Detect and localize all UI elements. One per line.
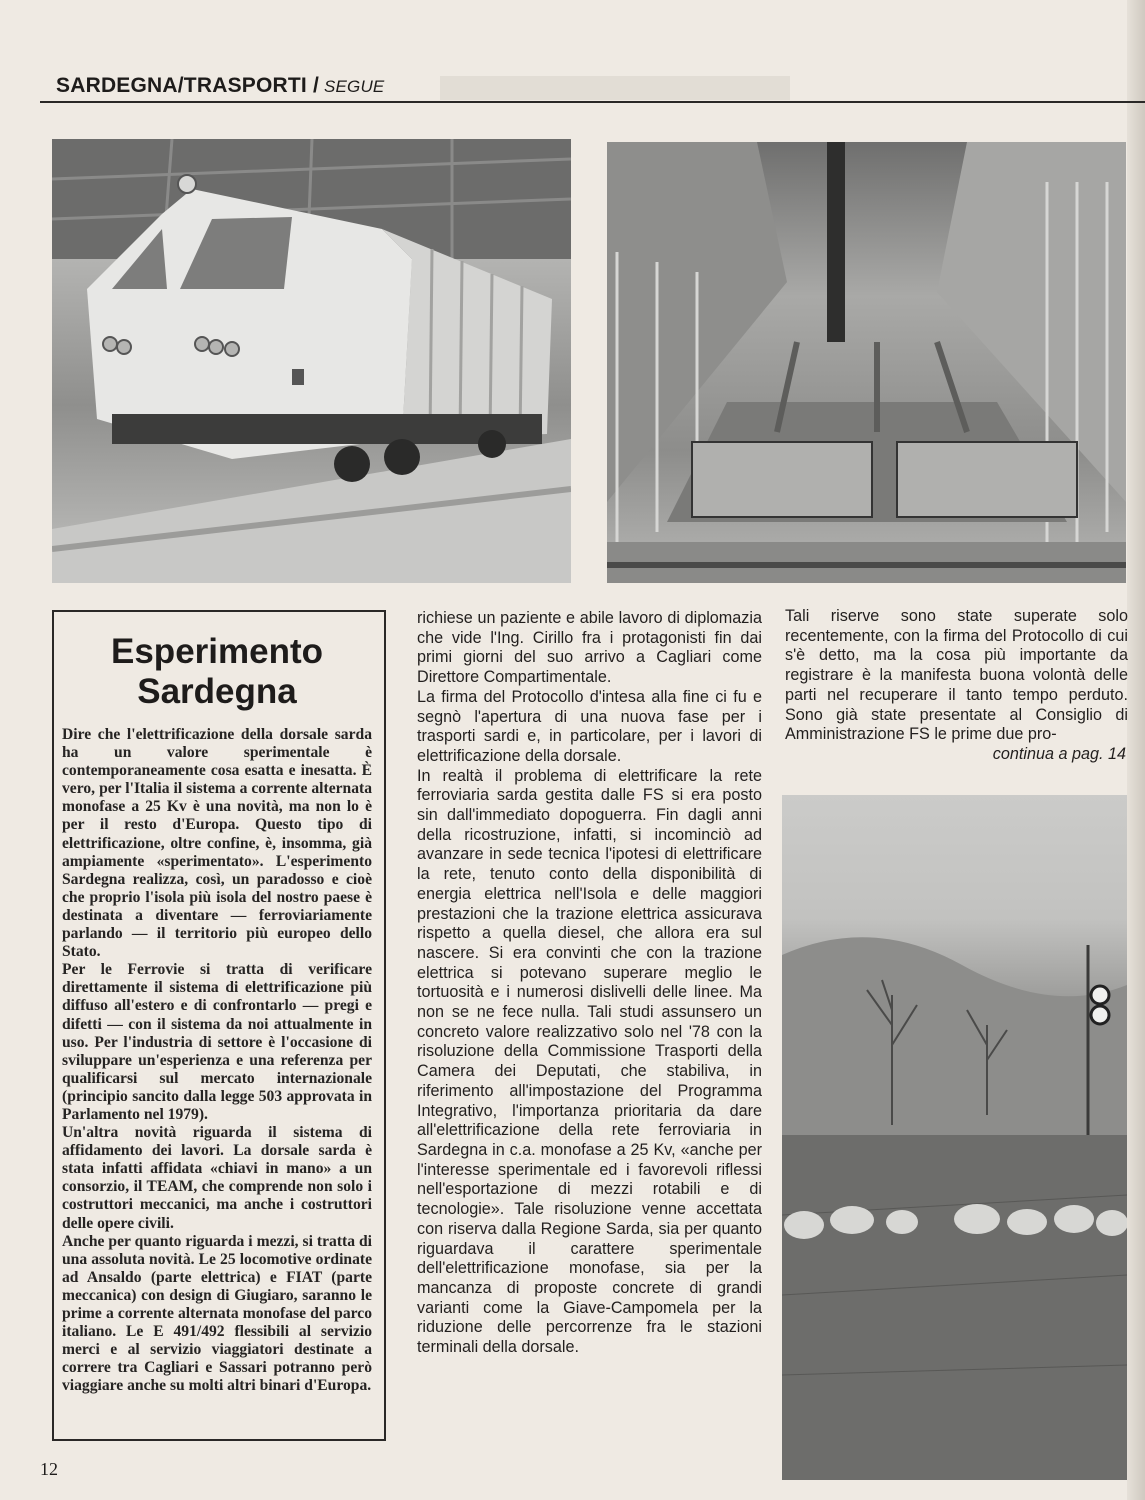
box-title-line-2: Sardegna xyxy=(137,672,297,711)
box-text xyxy=(62,726,372,1395)
page-edge xyxy=(1127,0,1145,1500)
page-number: 12 xyxy=(40,1459,58,1479)
locomotive-body-photo xyxy=(52,139,571,583)
article-paragraph: La firma del Protocollo d'intesa alla fine ci fu e segnò l'apertura di una nuova fase per i trasporti sardi e, in particolare, per i lavori di elettrificazione della dorsale. xyxy=(417,687,762,765)
section-header xyxy=(56,74,384,98)
box-paragraph: Dire che l'elettrificazione della dorsale sarda ha un valore sperimentale è contemporaneamente cosa esatta e inesatta. È vero, per l'Italia il sistema a corrente alternata monofase a 25 Kv è una novità, ma non lo è per il resto d'Europa. Questo tipo di elettrificazione, oltre confine, è, insomma, già ampiamente «sperimentato». L'esperimento Sardegna realizza, così, un paradosso e cioè che proprio l'isola più isola del nostro paese è destinata a diventare — ferroviariamente parlando — il territorio più europeo dello Stato. xyxy=(62,726,372,961)
box-paragraph: Un'altra novità riguarda il sistema di affidamento dei lavori. La dorsale sarda è stata infatti affidata «chiavi in mano» a un consorzio, il TEAM, che comprende non solo i costruttori meccanici, ma anche i costruttori delle opere civili. xyxy=(62,1124,372,1232)
continua-link[interactable]: continua a pag. 14 xyxy=(992,744,1126,763)
box-paragraph: Anche per quanto riguarda i mezzi, si tratta di una assoluta novità. Le 25 locomotive ordinate ad Ansaldo (parte elettrica) e FIAT (parte meccanica) con design di Giugiaro, saranno le prime a corrente alternata monofase del parco italiano. Le E 491/492 flessibili al servizio merci e al servizio viaggiatori destinate a correre tra Cagliari e Sassari potranno però viaggiare anche su molti altri binari d'Europa. xyxy=(62,1232,372,1395)
header-rule xyxy=(40,101,1145,103)
box-paragraph: Per le Ferrovie si tratta di verificare direttamente il sistema di elettrificazione più diffuso all'estero e di confrontarlo — pregi e difetti — con il sistema da noi attualmente in uso. Per l'industria di settore è l'occasione di sviluppare un'esperienza e una referenza per qualificarsi sul mercato internazionale (principio sancito dalla legge 503 approvata in Parlamento nel 1979). xyxy=(62,961,372,1123)
article-column-right xyxy=(785,607,1128,765)
box-title-line-1: Esperimento xyxy=(111,632,323,671)
section-subtitle: SEGUE xyxy=(319,77,385,96)
article-column-middle xyxy=(417,609,762,1358)
section-title: SARDEGNA/TRASPORTI / xyxy=(56,74,320,97)
article-paragraph: Tali riserve sono state superate solo recentemente, con la firma del Protocollo di cui s'è detto, ma la cosa più importante da registrare è la manifesta buona volontà delle parti nel recuperare il tanto tempo perduto. Sono già state presentate al Consiglio di Amministrazione FS le prime due pro- xyxy=(785,607,1128,744)
bleed-through-header xyxy=(440,76,790,100)
article-paragraph: richiese un paziente e abile lavoro di diplomazia che vide l'Ing. Cirillo fra i protagonisti fin dai primi giorni del suo arrivo a Cagliari come Direttore Compartimentale. xyxy=(417,609,762,687)
sidebar-box xyxy=(52,610,386,1441)
assembly-hall-photo xyxy=(607,142,1126,583)
sheep-field-photo xyxy=(782,795,1127,1480)
article-paragraph: In realtà il problema di elettrificare la rete ferroviaria sarda gestita dalle FS si era posto sin dall'immediato dopoguerra. Fin dagli anni della ricostruzione, infatti, si incominciò ad avanzare in sede tecnica l'ipotesi di elettrificare la rete, tenuto conto della disponibilità di energia elettrica nell'Isola e delle maggiori prestazioni che la trazione elettrica assicurava rispetto a quella diesel, che allora era sul nascere. Si era convinti che con la trazione elettrica si potevano superare meglio le tortuosità e i numerosi dislivelli delle linee. Ma non se ne fece nulla. Tali studi assunsero un concreto valore realizzativo solo nel '78 con la risoluzione della Commissione Trasporti della Camera dei Deputati, che stabiliva, in riferimento all'impostazione del Programma Integrativo, l'importanza prioritaria da dare all'elettrificazione della rete ferroviaria in Sardegna in c.a. monofase a 25 Kv, «anche per l'interesse sperimentale ed i favorevoli riflessi nell'esportazione di mezzi rotabili e di tecnologie». Tale risoluzione venne accettata con riserva dalla Regione Sarda, sia per quanto riguardava il carattere sperimentale dell'elettrificazione monofase, sia per la mancanza di proposte concrete di grandi varianti come la Giave-Campomela per la riduzione delle percorrenze fra le stazioni terminali della dorsale. xyxy=(417,766,762,1357)
box-title xyxy=(62,632,372,712)
